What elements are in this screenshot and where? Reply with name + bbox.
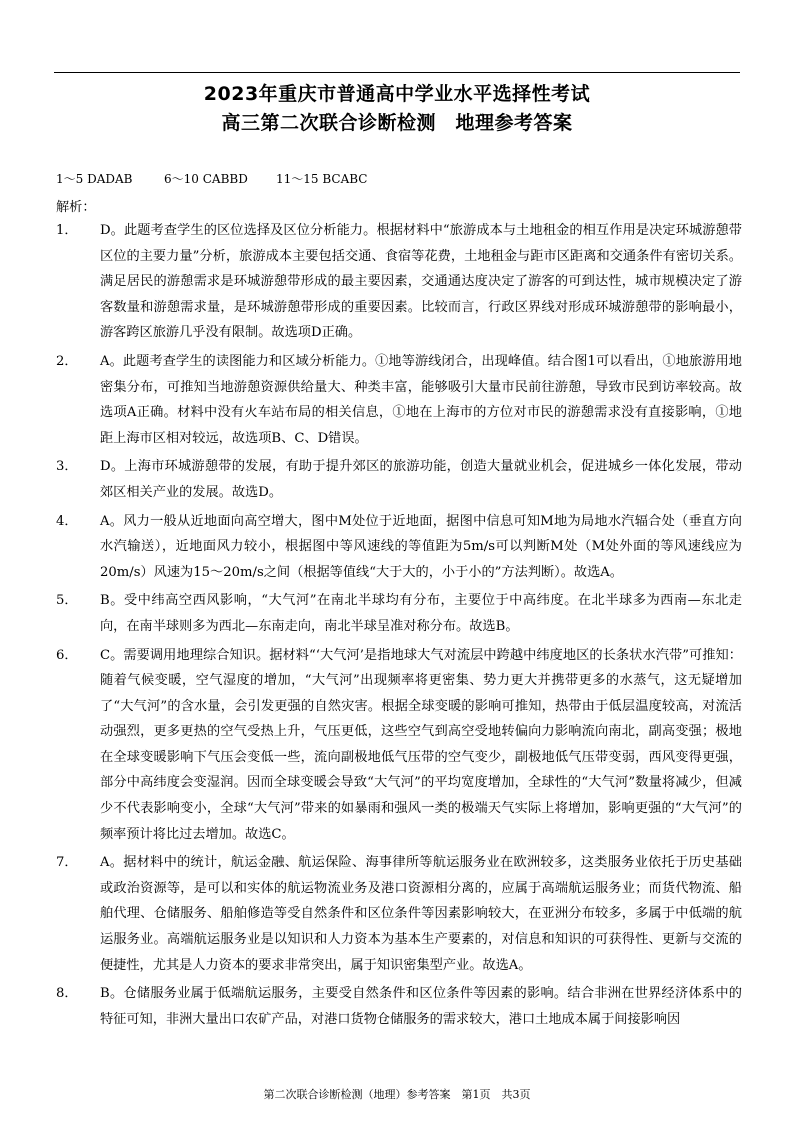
page-footer: 第二次联合诊断检测（地理）参考答案 第1页 共3页 <box>263 1088 531 1101</box>
list-item <box>56 643 742 848</box>
item-number: 3． <box>56 459 78 475</box>
document-subtitle: 高三第二次联合诊断检测 地理参考答案 <box>221 112 573 134</box>
document-title: 2023年重庆市普通高中学业水平选择性考试 <box>203 83 591 105</box>
item-text: B。受中纬高空西风影响，“大气河”在南北半球均有分布，主要位于中高纬度。在北半球多为西南—东北走向，在南半球则多为西北—东南走向，南北半球呈准对称分布。故选B。 <box>100 593 742 634</box>
list-item <box>56 850 742 978</box>
analysis-label: 解析： <box>56 200 96 215</box>
answer-group-2: 6～10 CABBD <box>164 172 248 186</box>
list-item <box>56 588 742 639</box>
item-number: 4． <box>56 513 78 529</box>
list-item <box>56 509 742 586</box>
answer-key <box>56 170 367 187</box>
list-item <box>56 981 742 1032</box>
list-item <box>56 349 742 451</box>
item-number: 2． <box>56 353 78 369</box>
item-number: 6． <box>56 647 78 663</box>
item-number: 8． <box>56 986 78 1002</box>
item-number: 7． <box>56 855 78 871</box>
item-text: D。上海市环城游憩带的发展，有助于提升郊区的旅游功能，创造大量就业机会，促进城乡一体化发展，带动郊区相关产业的发展。故选D。 <box>100 459 742 500</box>
item-text: A。据材料中的统计，航运金融、航运保险、海事律所等航运服务业在欧洲较多，这类服务业依托于历史基础或政治资源等，是可以和实体的航运物流业务及港口资源相分离的，应属于高端航运服务业；而货代物流、船舶代理、仓储服务、船舶修造等受自然条件和区位条件等因素影响较大，在亚洲分布较多，多属于中低端的航运服务业。高端航运服务业是以知识和人力资本为基本生产要素的，对信息和知识的可获得性、更新与交流的便捷性，尤其是人力资本的要求非常突出，属于知识密集型产业。故选A。 <box>100 855 742 973</box>
item-text: D。此题考查学生的区位选择及区位分析能力。根据材料中“旅游成本与土地租金的相互作用是决定环城游憩带区位的主要力量”分析，旅游成本主要包括交通、食宿等花费，土地租金与距市区距离和交通条件有密切关系。满足居民的游憩需求是环城游憩带形成的最主要因素，交通通达度决定了游客的可到达性，城市规模决定了游客数量和游憩需求量，是环城游憩带形成的重要因素。比较而言，行政区界线对形成环城游憩带的影响最小，游客跨区旅游几乎没有限制。故选项D正确。 <box>100 223 742 341</box>
answer-group-1: 1～5 DADAB <box>56 172 133 186</box>
answer-group-3: 11～15 BCABC <box>276 172 368 186</box>
item-number: 1． <box>56 223 78 238</box>
item-text: C。需要调用地理综合知识。据材料“‘大气河’是指地球大气对流层中跨越中纬度地区的长条状水汽带”可推知：随着气候变暖，空气湿度的增加，“大气河”出现频率将更密集、势力更大并携带更多的水蒸气，这无疑增加了“大气河”的含水量，会引发更强的自然灾害。根据全球变暖的影响可推知，热带由于低层温度较高，对流活动强烈，更多更热的空气受热上升，气压更低，这些空气到高空受地转偏向力影响流向南北，副高变强；极地在全球变暖影响下气压会变低一些，流向副极地低气压带的空气变少，副极地低气压带变弱，西风变得更强，部分中高纬度会变湿润。因而全球变暖会导致“大气河”的平均宽度增加，全球性的“大气河”数量将减少，但减少不代表影响变小，全球“大气河”带来的如暴雨和强风一类的极端天气实际上将增加，影响更强的“大气河”的频率预计将比过去增加。故选C。 <box>100 647 742 842</box>
list-item <box>56 454 742 505</box>
list-item <box>56 218 742 346</box>
item-text: B。仓储服务业属于低端航运服务，主要受自然条件和区位条件等因素的影响。结合非洲在世界经济体系中的特征可知，非洲大量出口农矿产品，对港口货物仓储服务的需求较大，港口土地成本属于间接影响因 <box>100 986 742 1027</box>
item-text: A。风力一般从近地面向高空增大，图中M处位于近地面，据图中信息可知M地为局地水汽辐合处（垂直方向水汽输送），近地面风力较小，根据图中等风速线的等值距为5m/s可以判断M处（M处外面的等风速线应为20m/s）风速为15～20m/s之间（根据等值线“大于大的，小于小的”方法判断）。故选A。 <box>100 513 742 580</box>
analysis-list <box>56 218 742 1035</box>
item-text: A。此题考查学生的读图能力和区域分析能力。①地等游线闭合，出现峰值。结合图1可以看出，①地旅游用地密集分布，可推知当地游憩资源供给量大、种类丰富，能够吸引大量市民前往游憩，导致市民到访率较高。故选项A正确。材料中没有火车站布局的相关信息，①地在上海市的方位对市民的游憩需求没有直接影响，①地距上海市区相对较远，故选项B、C、D错误。 <box>100 353 742 446</box>
top-rule <box>54 72 740 73</box>
item-number: 5． <box>56 593 78 609</box>
